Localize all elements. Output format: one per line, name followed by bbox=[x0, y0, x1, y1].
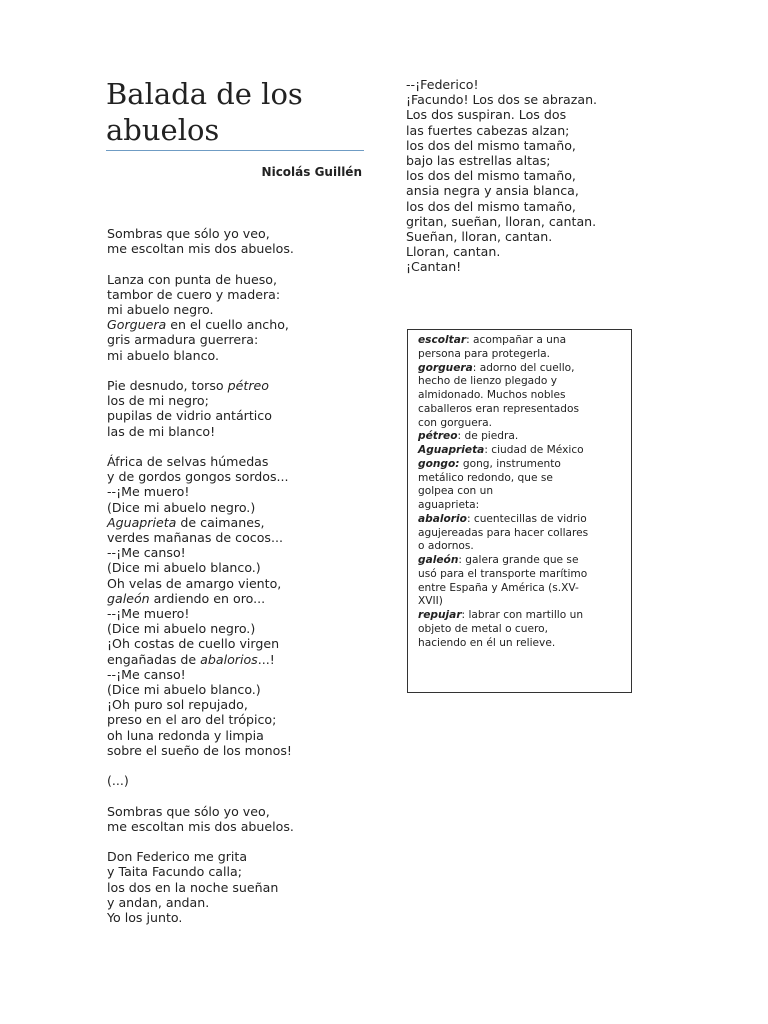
glossary-box bbox=[407, 329, 632, 693]
poem-line bbox=[107, 591, 294, 606]
glossary-line bbox=[418, 389, 625, 403]
glossary-line bbox=[418, 430, 625, 444]
poem-line: los dos del mismo tamaño, bbox=[406, 137, 576, 153]
poem-line: preso en el aro del trópico; bbox=[107, 712, 277, 728]
glossary-line bbox=[418, 403, 625, 417]
glossed-word: abalorios bbox=[200, 651, 258, 667]
glossary-definition: objeto de metal o cuero, bbox=[418, 622, 548, 635]
poem-line: África de selvas húmedas bbox=[107, 454, 269, 469]
poem-line: gris armadura guerrera: bbox=[107, 332, 259, 348]
glossary-definition: o adornos. bbox=[418, 540, 474, 553]
glossary-line bbox=[418, 582, 625, 596]
poem-line: --¡Me muero! bbox=[107, 484, 190, 500]
line-text: de caimanes, bbox=[176, 514, 265, 530]
glossary-entry bbox=[418, 458, 625, 513]
poem-line: los dos en la noche sueñan bbox=[107, 879, 279, 895]
glossary-definition: XVII) bbox=[418, 595, 443, 608]
glossary-entry bbox=[418, 513, 625, 554]
poem-line: bajo las estrellas altas; bbox=[406, 153, 551, 169]
poem-line: --¡Me muero! bbox=[107, 606, 190, 622]
glossary-line bbox=[418, 540, 625, 554]
poem-line: (Dice mi abuelo negro.) bbox=[107, 499, 256, 515]
poem-line: ansia negra y ansia blanca, bbox=[406, 183, 579, 199]
glossary-line bbox=[418, 362, 625, 376]
poem-line: y andan, andan. bbox=[107, 894, 210, 910]
stanza bbox=[107, 272, 294, 363]
poem-line: las de mi blanco! bbox=[107, 423, 216, 439]
glossary-definition: : adorno del cuello, bbox=[472, 361, 575, 374]
poem-line: --¡Me canso! bbox=[107, 545, 186, 561]
poem-line bbox=[107, 317, 294, 332]
glossary-definition: : acompañar a una bbox=[466, 334, 567, 346]
line-text: ...! bbox=[257, 651, 275, 667]
poem-right-column bbox=[406, 77, 597, 290]
glossary-definition: : de piedra. bbox=[457, 430, 519, 443]
glossary-definition: haciendo en él un relieve. bbox=[418, 636, 556, 649]
poem-line bbox=[107, 652, 294, 667]
poem-line: ¡Oh puro sol repujado, bbox=[107, 697, 248, 713]
poem-title: Balada de los abuelos bbox=[106, 77, 303, 147]
glossary-definition: almidonado. Muchos nobles bbox=[418, 389, 566, 401]
poem-line: --¡Federico! bbox=[406, 77, 479, 92]
poem-line: las fuertes cabezas alzan; bbox=[406, 122, 570, 138]
poem-line: (Dice mi abuelo blanco.) bbox=[107, 560, 261, 576]
poem-line: Don Federico me grita bbox=[107, 849, 248, 865]
line-text: ardiendo en oro... bbox=[149, 590, 266, 606]
glossary-term: gorguera bbox=[418, 361, 473, 374]
glossary-line bbox=[418, 637, 625, 651]
line-text: en el cuello ancho, bbox=[166, 317, 289, 333]
poem-line: me escoltan mis dos abuelos. bbox=[107, 241, 294, 257]
glossary-line bbox=[418, 375, 625, 389]
poem-line: (Dice mi abuelo negro.) bbox=[107, 621, 256, 637]
glossary-line bbox=[418, 513, 625, 527]
glossary-term: gongo: bbox=[418, 457, 460, 470]
glossary-line bbox=[418, 623, 625, 637]
stanza bbox=[107, 804, 294, 834]
poem-line: ¡Cantan! bbox=[406, 259, 462, 275]
poem-line: y de gordos gongos sordos... bbox=[107, 469, 289, 485]
glossary-term: repujar bbox=[418, 609, 462, 621]
stanza bbox=[107, 454, 294, 758]
glossary-entry bbox=[418, 334, 625, 362]
poem-left-column bbox=[107, 226, 294, 940]
glossary-entry bbox=[418, 430, 625, 444]
poem-line: Lloran, cantan. bbox=[406, 244, 501, 260]
glossed-word: Gorguera bbox=[107, 317, 167, 333]
glossary-definition: : ciudad de México bbox=[484, 444, 584, 456]
glossary-definition: aguaprieta: bbox=[418, 499, 480, 511]
glossary-line bbox=[418, 472, 625, 486]
stanza bbox=[107, 378, 294, 439]
poem-line: tambor de cuero y madera: bbox=[107, 286, 281, 302]
glossary-term: pétreo bbox=[418, 430, 458, 443]
poem-line: los dos del mismo tamaño, bbox=[406, 168, 576, 184]
poem-line: Lanza con punta de hueso, bbox=[107, 271, 278, 287]
poem-line: los de mi negro; bbox=[107, 393, 209, 409]
glossary-line bbox=[418, 334, 625, 348]
glossary-line bbox=[418, 485, 625, 499]
glossary-line bbox=[418, 554, 625, 568]
poem-line: (...) bbox=[107, 773, 129, 789]
poem-line: me escoltan mis dos abuelos. bbox=[107, 818, 294, 834]
glossary-definition: gong, instrumento bbox=[459, 457, 561, 470]
glossary-definition: agujereadas para hacer collares bbox=[418, 526, 589, 539]
glossary-term: escoltar bbox=[418, 334, 467, 346]
poem-line: Sombras que sólo yo veo, bbox=[107, 803, 270, 819]
poem-line bbox=[107, 515, 294, 530]
glossary-entry bbox=[418, 609, 625, 650]
poem-line: Yo los junto. bbox=[107, 910, 183, 926]
glossary-definition: metálico redondo, que se bbox=[418, 471, 553, 484]
glossary-definition: usó para el transporte marítimo bbox=[418, 567, 588, 580]
glossary-term: galeón bbox=[418, 554, 459, 566]
glossary-definition: entre España y América (s.XV- bbox=[418, 581, 579, 594]
stanza bbox=[107, 849, 294, 925]
poem-line: mi abuelo blanco. bbox=[107, 347, 220, 363]
glossary-line bbox=[418, 499, 625, 513]
line-text: engañadas de bbox=[107, 651, 201, 667]
author-name: Nicolás Guillén bbox=[261, 165, 362, 179]
glossary-definition: hecho de lienzo plegado y bbox=[418, 375, 558, 388]
glossary-entry bbox=[418, 444, 625, 458]
poem-line: Sueñan, lloran, cantan. bbox=[406, 229, 553, 245]
poem-line: verdes mañanas de cocos... bbox=[107, 530, 283, 546]
poem-line: gritan, sueñan, lloran, cantan. bbox=[406, 213, 597, 229]
poem-line: ¡Facundo! Los dos se abrazan. bbox=[406, 92, 598, 108]
glossary-line bbox=[418, 348, 625, 362]
poem-line: los dos del mismo tamaño, bbox=[406, 198, 576, 214]
poem-line: Oh velas de amargo viento, bbox=[107, 575, 282, 591]
glossary-term: Aguaprieta bbox=[418, 444, 485, 456]
poem-line: Sombras que sólo yo veo, bbox=[107, 226, 270, 241]
poem-line: --¡Me canso! bbox=[107, 666, 186, 682]
glossary-line bbox=[418, 458, 625, 472]
glossary-definition: caballeros eran representados bbox=[418, 402, 580, 415]
glossary-definition: : labrar con martillo un bbox=[461, 609, 584, 621]
glossary-definition: persona para protegerla. bbox=[418, 347, 551, 360]
poem-line: ¡Oh costas de cuello virgen bbox=[107, 636, 280, 652]
glossary-definition: : cuentecillas de vidrio bbox=[466, 512, 587, 525]
poem-line: pupilas de vidrio antártico bbox=[107, 408, 272, 424]
title-divider bbox=[106, 150, 364, 151]
glossary-line bbox=[418, 568, 625, 582]
poem-line: mi abuelo negro. bbox=[107, 302, 214, 317]
glossary-term: abalorio bbox=[418, 512, 467, 525]
stanza bbox=[107, 226, 294, 256]
glossary-line bbox=[418, 609, 625, 623]
glossary-line bbox=[418, 527, 625, 541]
poem-line: (Dice mi abuelo blanco.) bbox=[107, 682, 261, 698]
glossed-word: galeón bbox=[107, 590, 150, 606]
glossary-line bbox=[418, 417, 625, 431]
glossed-word: pétreo bbox=[227, 378, 269, 393]
glossary-entry bbox=[418, 362, 625, 431]
glossary-definition: con gorguera. bbox=[418, 416, 492, 429]
glossary-line bbox=[418, 444, 625, 458]
line-text: Pie desnudo, torso bbox=[107, 378, 228, 393]
poem-line: y Taita Facundo calla; bbox=[107, 864, 242, 880]
glossary-definition: golpea con un bbox=[418, 485, 494, 498]
poem-line bbox=[107, 378, 294, 393]
stanza bbox=[406, 77, 597, 275]
glossary-line bbox=[418, 595, 625, 609]
poem-line: Los dos suspiran. Los dos bbox=[406, 107, 567, 123]
glossary-entry bbox=[418, 554, 625, 609]
glossary-definition: : galera grande que se bbox=[458, 554, 579, 566]
stanza bbox=[107, 773, 294, 788]
poem-line: sobre el sueño de los monos! bbox=[107, 742, 292, 758]
poem-line: oh luna redonda y limpia bbox=[107, 727, 264, 743]
glossed-word: Aguaprieta bbox=[107, 514, 177, 530]
